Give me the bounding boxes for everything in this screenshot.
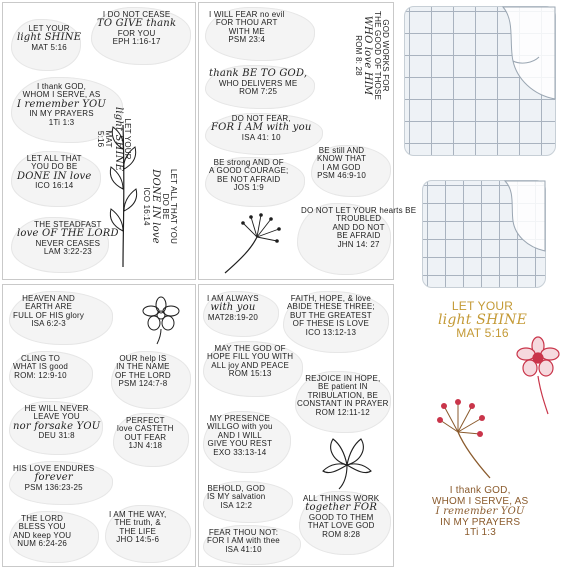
verse-line: OUT FEAR — [124, 432, 167, 442]
verse-line: I thank GOD, — [449, 485, 511, 496]
verse-i-thank-god — [17, 83, 106, 127]
verse-line: FULL OF HIS glory — [13, 310, 85, 320]
verse-my-presence — [207, 415, 273, 457]
verse-cling-to-good — [13, 355, 68, 380]
verse-line: GIVE YOU REST — [207, 439, 273, 449]
verse-god-is-my-salvation — [207, 485, 265, 510]
verse-line: ROM: 12:9-10 — [14, 370, 67, 380]
verse-line: DO BE — [160, 193, 170, 220]
verse-line: LET ALL THAT — [26, 154, 82, 163]
verse-line: BE strong AND OF — [213, 158, 284, 167]
verse-line: light SHINE — [112, 107, 124, 172]
verse-faith-hope-love — [287, 295, 375, 337]
peel-corner-icon — [497, 179, 547, 253]
verse-line: WHO DELIVERS ME — [218, 78, 298, 88]
verse-heaven-and-earth — [13, 295, 84, 329]
verse-line: FOR I AM with you — [211, 122, 312, 134]
verse-lord-bless-you — [13, 515, 71, 549]
verse-line: ABIDE THESE THREE; — [287, 302, 375, 312]
verse-way-truth-life — [109, 511, 166, 545]
verse-fear-no-evil — [209, 11, 285, 45]
verse-line: BE still AND — [318, 146, 365, 155]
verse-line: MAT — [104, 130, 114, 148]
verse-line: DONE IN love — [150, 169, 162, 244]
verse-perfect-love — [117, 417, 174, 451]
verse-line: WHOM I SERVE, AS — [22, 90, 101, 100]
verse-line: JOS 1:9 — [233, 183, 264, 193]
verse-line: BE NOT AFRAID — [217, 174, 281, 184]
verse-line: HE WILL NEVER — [24, 404, 89, 413]
verse-line: BLESS YOU — [18, 522, 66, 532]
verse-line: BE patient IN — [317, 382, 368, 392]
verse-thanks-be-to-god — [209, 69, 307, 96]
verse-line: ISA 12:2 — [220, 500, 253, 510]
verse-line: OF THESE IS LOVE — [292, 319, 370, 329]
verse-line: I AM THE WAY, — [109, 510, 167, 519]
verse-line: HEAVEN AND — [22, 294, 76, 303]
dandelion-flower-icon — [221, 209, 291, 275]
verse-fear-thou-not — [207, 529, 280, 554]
verse-line: IN MY PRAYERS — [29, 109, 94, 119]
verse-line: FOR YOU — [117, 28, 156, 38]
stamp-sheet-top-left — [2, 2, 196, 280]
verse-line: NEVER CEASES — [35, 238, 101, 248]
verse-let-all-you-do — [17, 155, 92, 191]
acrylic-block-small — [422, 180, 546, 288]
stamp-sheet-bottom-left — [2, 284, 196, 567]
verse-line: PSM 136:23-25 — [24, 482, 83, 492]
verse-line: FOR THOU ART — [215, 18, 278, 28]
verse-give-thanks — [97, 11, 176, 47]
verse-line: THAT LOVE GOD — [307, 521, 375, 531]
verse-line: with you — [210, 302, 256, 314]
verse-line: A GOOD COURAGE; — [209, 166, 289, 176]
verse-line: LET ALL THAT YOU — [169, 169, 178, 245]
verse-line: 1Ti 1:3 — [48, 117, 75, 127]
verse-line: MAY THE GOD OF — [214, 344, 286, 353]
verse-line: MAT28:19-20 — [207, 312, 258, 322]
verse-let-all-you-do-vertical — [141, 169, 177, 244]
verse-line: I WILL FEAR no evil — [209, 10, 285, 19]
verse-line: MAT 5:16 — [31, 42, 67, 52]
verse-love-endures-forever — [13, 465, 94, 492]
verse-line: IS MY salvation — [207, 492, 266, 502]
verse-line: PSM 124:7-8 — [118, 379, 168, 389]
verse-line: DEU 31:8 — [38, 431, 75, 441]
verse-line: ROM 8: 28 — [353, 35, 363, 76]
verse-line: FEAR THOU NOT: — [208, 528, 279, 537]
verse-all-things-work — [303, 495, 379, 539]
verse-line: ALL joy AND PEACE — [211, 360, 290, 370]
red-dandelion-icon — [420, 398, 510, 480]
verse-line: EXO 33:13-14 — [213, 447, 267, 457]
verse-line: AND I WILL — [217, 430, 262, 440]
verse-line: ISA 41:10 — [225, 544, 262, 554]
verse-line: THE LORD — [21, 514, 64, 523]
stamp-sheet-bottom-middle — [198, 284, 394, 567]
red-daisy-flower-icon — [512, 336, 566, 416]
verse-line: I AM ALWAYS — [207, 294, 259, 303]
verse-line: I remember YOU — [435, 506, 525, 517]
verse-line: OUR help IS — [119, 354, 167, 363]
verse-line: PSM 46:9-10 — [317, 171, 366, 181]
verse-let-your-light — [17, 25, 81, 52]
acrylic-block-large — [404, 6, 556, 156]
verse-line: NUM 6:24-26 — [17, 539, 68, 549]
verse-line: WHAT IS good — [13, 362, 69, 372]
verse-do-not-let-hearts — [301, 207, 416, 249]
peel-corner-icon — [493, 5, 557, 101]
verse-line: HIS LOVE ENDURES — [13, 464, 95, 473]
verse-never-leave-you — [13, 405, 100, 441]
verse-line: LAM 3:22-23 — [43, 247, 92, 257]
verse-line: WHO love HIM — [362, 15, 374, 96]
verse-line: 1Ti 1:3 — [464, 527, 496, 538]
verse-line: IN MY PRAYERS — [440, 516, 521, 528]
verse-do-not-fear — [211, 115, 312, 142]
verse-line: 1JN 4:18 — [128, 441, 163, 451]
verse-god-works-vertical — [353, 11, 389, 100]
verse-line: ROM 12:11-12 — [315, 407, 370, 417]
verse-line: LET YOUR — [123, 118, 132, 160]
verse-line: WITH ME — [228, 26, 265, 36]
verse-line: DONE IN love — [17, 170, 92, 182]
verse-line: ISA 41: 10 — [241, 132, 281, 142]
verse-our-help — [115, 355, 171, 389]
verse-line: LEAVE YOU — [33, 412, 80, 422]
verse-line: IN THE NAME — [116, 362, 170, 372]
verse-line: nor forsake YOU — [13, 420, 101, 432]
verse-line: REJOICE IN HOPE, — [305, 374, 381, 383]
verse-line: THE truth, & — [114, 518, 161, 528]
verse-line: THE STEADFAST — [34, 220, 102, 229]
verse-line: JHN 14: 27 — [337, 239, 380, 249]
verse-line: OF THE LORD — [115, 370, 171, 380]
verse-line: I DO NOT CEASE — [102, 10, 171, 19]
verse-line: YOU DO BE — [31, 162, 78, 172]
verse-line: ISA 6:2-3 — [31, 319, 66, 329]
verse-line: FOR I AM with thee — [207, 536, 280, 546]
sample-verse-let-your-light — [438, 300, 527, 340]
verse-line: TROUBLED — [336, 214, 382, 224]
lily-flower-icon — [319, 435, 375, 491]
verse-be-still — [317, 147, 366, 181]
verse-line: AND keep YOU — [13, 530, 72, 540]
sample-verse-i-thank-god — [432, 486, 528, 539]
verse-line: WHOM I SERVE, AS — [432, 495, 529, 507]
verse-line: TRIBULATION, BE — [307, 390, 379, 400]
verse-line: 5:16 — [95, 130, 105, 148]
verse-line: light SHINE — [17, 32, 82, 44]
verse-line: EARTH ARE — [25, 302, 73, 312]
verse-line: ALL THINGS WORK — [303, 494, 380, 503]
verse-rejoice-in-hope — [297, 375, 389, 417]
verse-line: ICO 16:14 — [35, 181, 74, 191]
verse-line: love OF THE LORD — [17, 228, 119, 240]
verse-line: LET YOUR — [451, 299, 514, 313]
verse-line: light SHINE — [438, 311, 528, 328]
verse-line: EPH 1:16-17 — [112, 37, 161, 47]
verse-line: CLING TO — [20, 354, 61, 363]
verse-line: TO GIVE thank — [97, 18, 177, 30]
verse-line: THE LIFE — [119, 526, 157, 536]
verse-god-of-hope — [207, 345, 293, 379]
verse-line: BE AFRAID — [336, 231, 381, 241]
verse-line: DO NOT LET YOUR hearts BE — [301, 206, 417, 215]
verse-line: I AM GOD — [322, 162, 361, 172]
verse-line: JHO 14:5-6 — [116, 535, 160, 545]
verse-line: ROM 8:28 — [322, 529, 361, 539]
verse-line: FAITH, HOPE, & love — [290, 294, 372, 303]
verse-line: WILLGO with you — [207, 422, 273, 432]
verse-line: GOOD TO THEM — [308, 512, 374, 522]
verse-line: together FOR — [305, 502, 378, 514]
verse-line: ROM 15:13 — [228, 369, 272, 379]
verse-line: BEHOLD, GOD — [207, 484, 266, 493]
verse-line: ICO 13:12-13 — [305, 327, 357, 337]
verse-line: PERFECT — [125, 416, 165, 425]
verse-line: ICO 16:14 — [141, 187, 151, 226]
stamp-sheet-top-middle — [198, 2, 417, 280]
verse-be-strong — [209, 159, 288, 193]
verse-line: MAT 5:16 — [456, 326, 509, 341]
verse-line: THE GOOD OF THOSE — [372, 11, 382, 101]
verse-line: love CASTETH — [117, 424, 174, 434]
verse-line: DO NOT FEAR, — [231, 114, 291, 123]
daisy-flower-icon — [139, 295, 183, 345]
verse-line: MY PRESENCE — [209, 414, 270, 423]
verse-line: thank BE TO GOD, — [209, 68, 308, 79]
verse-line: I thank GOD, — [36, 82, 87, 91]
verse-line: I remember YOU — [17, 98, 107, 110]
verse-line: PSM 23:4 — [228, 35, 266, 45]
verse-line: HOPE FILL YOU WITH — [207, 352, 294, 362]
verse-line: LET YOUR — [28, 24, 70, 33]
verse-line: AND DO NOT — [332, 222, 385, 232]
verse-line: BUT THE GREATEST — [289, 310, 372, 320]
verse-line: forever — [34, 472, 73, 484]
verse-steadfast-love — [17, 221, 119, 257]
verse-line: GOD WORKS FOR — [381, 19, 390, 92]
verse-line: KNOW THAT — [317, 154, 367, 164]
verse-line: ROM 7:25 — [239, 86, 278, 96]
verse-line: CONSTANT IN PRAYER — [297, 399, 389, 409]
verse-always-with-you — [207, 295, 259, 322]
